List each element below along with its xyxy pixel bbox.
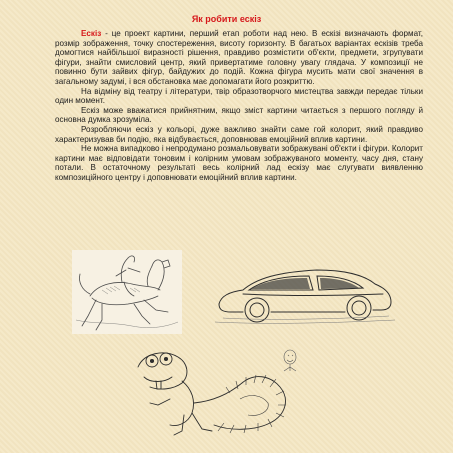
- term-highlight: Ескіз: [81, 29, 102, 38]
- horse-rider-sketch: [72, 250, 182, 334]
- squirrel-cartoon-sketch: [130, 343, 302, 439]
- paragraph-text: Не можна випадково і непродумано розмальовувати зображувані об'єкти і фігури. Колорит картини має відповідати тоновим і колірним умовам зображуваного моменту, часу дня, стану потали. В остаточному результаті весь колірний лад ескізу має слугувати виявленню композиційного центру і доповнювати емоційний вплив картини.: [55, 144, 423, 182]
- paragraph-text: Розробляючи ескіз у кольорі, дуже важливо знайти саме гой колорит, який правдиво характеризував би подію, яка відбувається, доповнював емоційний вплив картини.: [55, 124, 423, 144]
- paragraph-text: На відміну від театру і літератури, твір образотворчого мистецтва завжди передає тільки один момент.: [55, 86, 423, 106]
- paragraph-1: [55, 29, 423, 87]
- car-sketch: [213, 264, 397, 328]
- horse-rider-sketch-image: [72, 250, 182, 334]
- paragraph-2: [55, 87, 423, 106]
- paragraph-5: [55, 144, 423, 182]
- squirrel-cartoon-sketch-image: [130, 343, 302, 439]
- car-sketch-image: [213, 264, 397, 328]
- paragraph-4: [55, 125, 423, 144]
- paragraph-text: Ескіз може вважатися прийнятним, якщо зміст картини читається з першого погляду й основна думка зрозуміла.: [55, 105, 423, 125]
- paragraph-text: - це проект картини, перший етап роботи над нею. В ескізі визначають формат, розмір зображення, точку спостереження, висоту горизонту. В багатьох варіантах ескізів треба домогтися найбільшої виразності рішення, правдиво розмістити об'єкти, предмети, згрупувати фігури, знайти смисловий центр, який привертатиме головну увагу глядача. У композиції не повинно бути зайвих фігур, байдужих до подій. Кожна фігура мусить мати свої значення в загальному задумі, і вся обстановка має допомагати його розкриттю.: [55, 29, 423, 86]
- page-title: Як робити ескіз: [191, 14, 262, 24]
- paragraph-3: [55, 106, 423, 125]
- document-body: [55, 29, 423, 183]
